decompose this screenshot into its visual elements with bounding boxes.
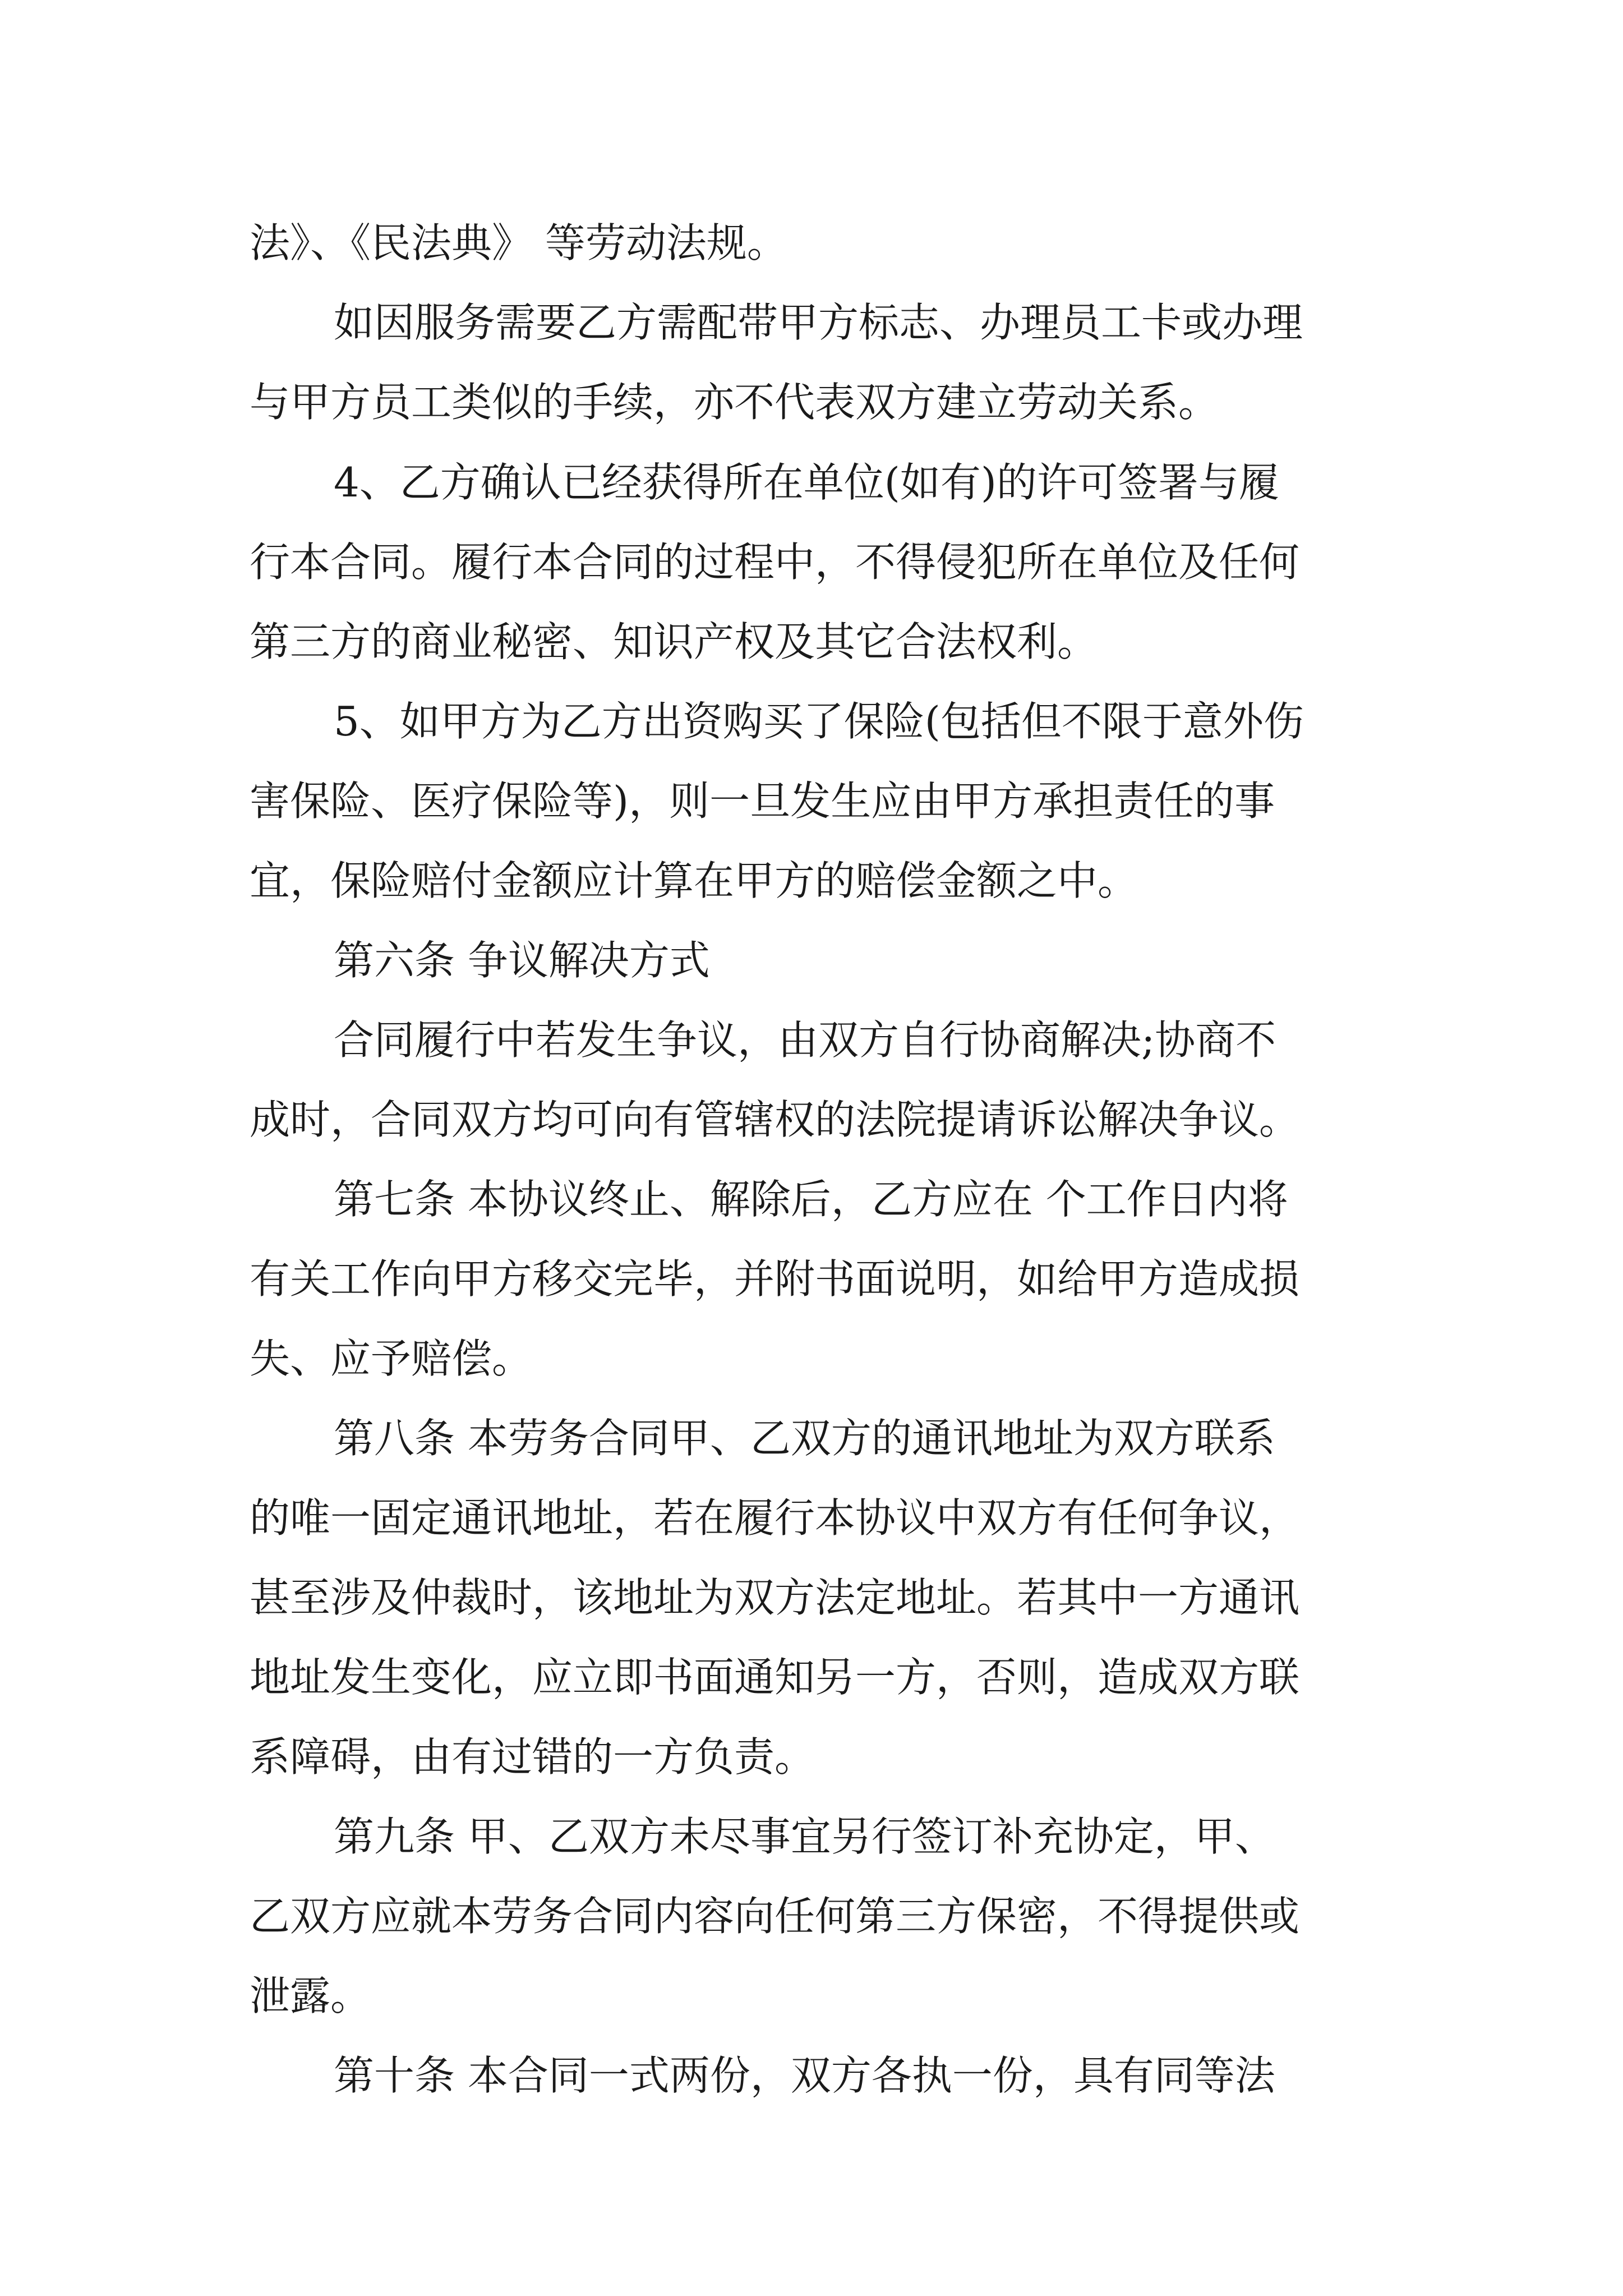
text-line: 法》、《民法典》 等劳动法规。 bbox=[250, 219, 787, 266]
text-line: 第十条 本合同一式两份，双方各执一份，具有同等法 bbox=[334, 2052, 1275, 2099]
text-line: 行本合同。履行本合同的过程中，不得侵犯所在单位及任何 bbox=[250, 539, 1300, 586]
text-line: 泄露。 bbox=[250, 1972, 371, 2019]
text-line: 甚至涉及仲裁时，该地址为双方法定地址。若其中一方通讯 bbox=[250, 1574, 1300, 1621]
text-line: 第七条 本协议终止、解除后，乙方应在 个工作日内将 bbox=[334, 1176, 1288, 1223]
section-heading: 第六条 争议解决方式 bbox=[334, 937, 710, 984]
text-line: 有关工作向甲方移交完毕，并附书面说明，如给甲方造成损 bbox=[250, 1255, 1300, 1303]
text-line: 宜，保险赔付金额应计算在甲方的赔偿金额之中。 bbox=[250, 857, 1138, 904]
text-line: 乙双方应就本劳务合同内容向任何第三方保密，不得提供或 bbox=[250, 1893, 1300, 1940]
text-line: 的唯一固定通讯地址，若在履行本协议中双方有任何争议， bbox=[250, 1494, 1300, 1542]
text-line: 第八条 本劳务合同甲、乙双方的通讯地址为双方联系 bbox=[334, 1415, 1275, 1462]
text-line: 成时，合同双方均可向有管辖权的法院提请诉讼解决争议。 bbox=[250, 1096, 1300, 1143]
text-line: 第九条 甲、乙双方未尽事宜另行签订补充协定，甲、 bbox=[334, 1813, 1275, 1860]
text-line: 第三方的商业秘密、知识产权及其它合法权利。 bbox=[250, 618, 1098, 665]
text-line: 失、应予赔偿。 bbox=[250, 1335, 533, 1382]
text-line: 与甲方员工类似的手续，亦不代表双方建立劳动关系。 bbox=[250, 379, 1219, 426]
text-line: 害保险、医疗保险等)，则一旦发生应由甲方承担责任的事 bbox=[250, 777, 1275, 825]
text-line: 系障碍，由有过错的一方负责。 bbox=[250, 1733, 815, 1780]
text-line: 5、如甲方为乙方出资购买了保险(包括但不限于意外伤 bbox=[334, 698, 1304, 745]
text-line: 合同履行中若发生争议，由双方自行协商解决;协商不 bbox=[334, 1016, 1276, 1064]
text-line: 地址发生变化，应立即书面通知另一方，否则，造成双方联 bbox=[250, 1654, 1300, 1701]
text-line: 如因服务需要乙方需配带甲方标志、办理员工卡或办理 bbox=[334, 299, 1303, 346]
text-line: 4、乙方确认已经获得所在单位(如有)的许可签署与履 bbox=[334, 459, 1279, 506]
